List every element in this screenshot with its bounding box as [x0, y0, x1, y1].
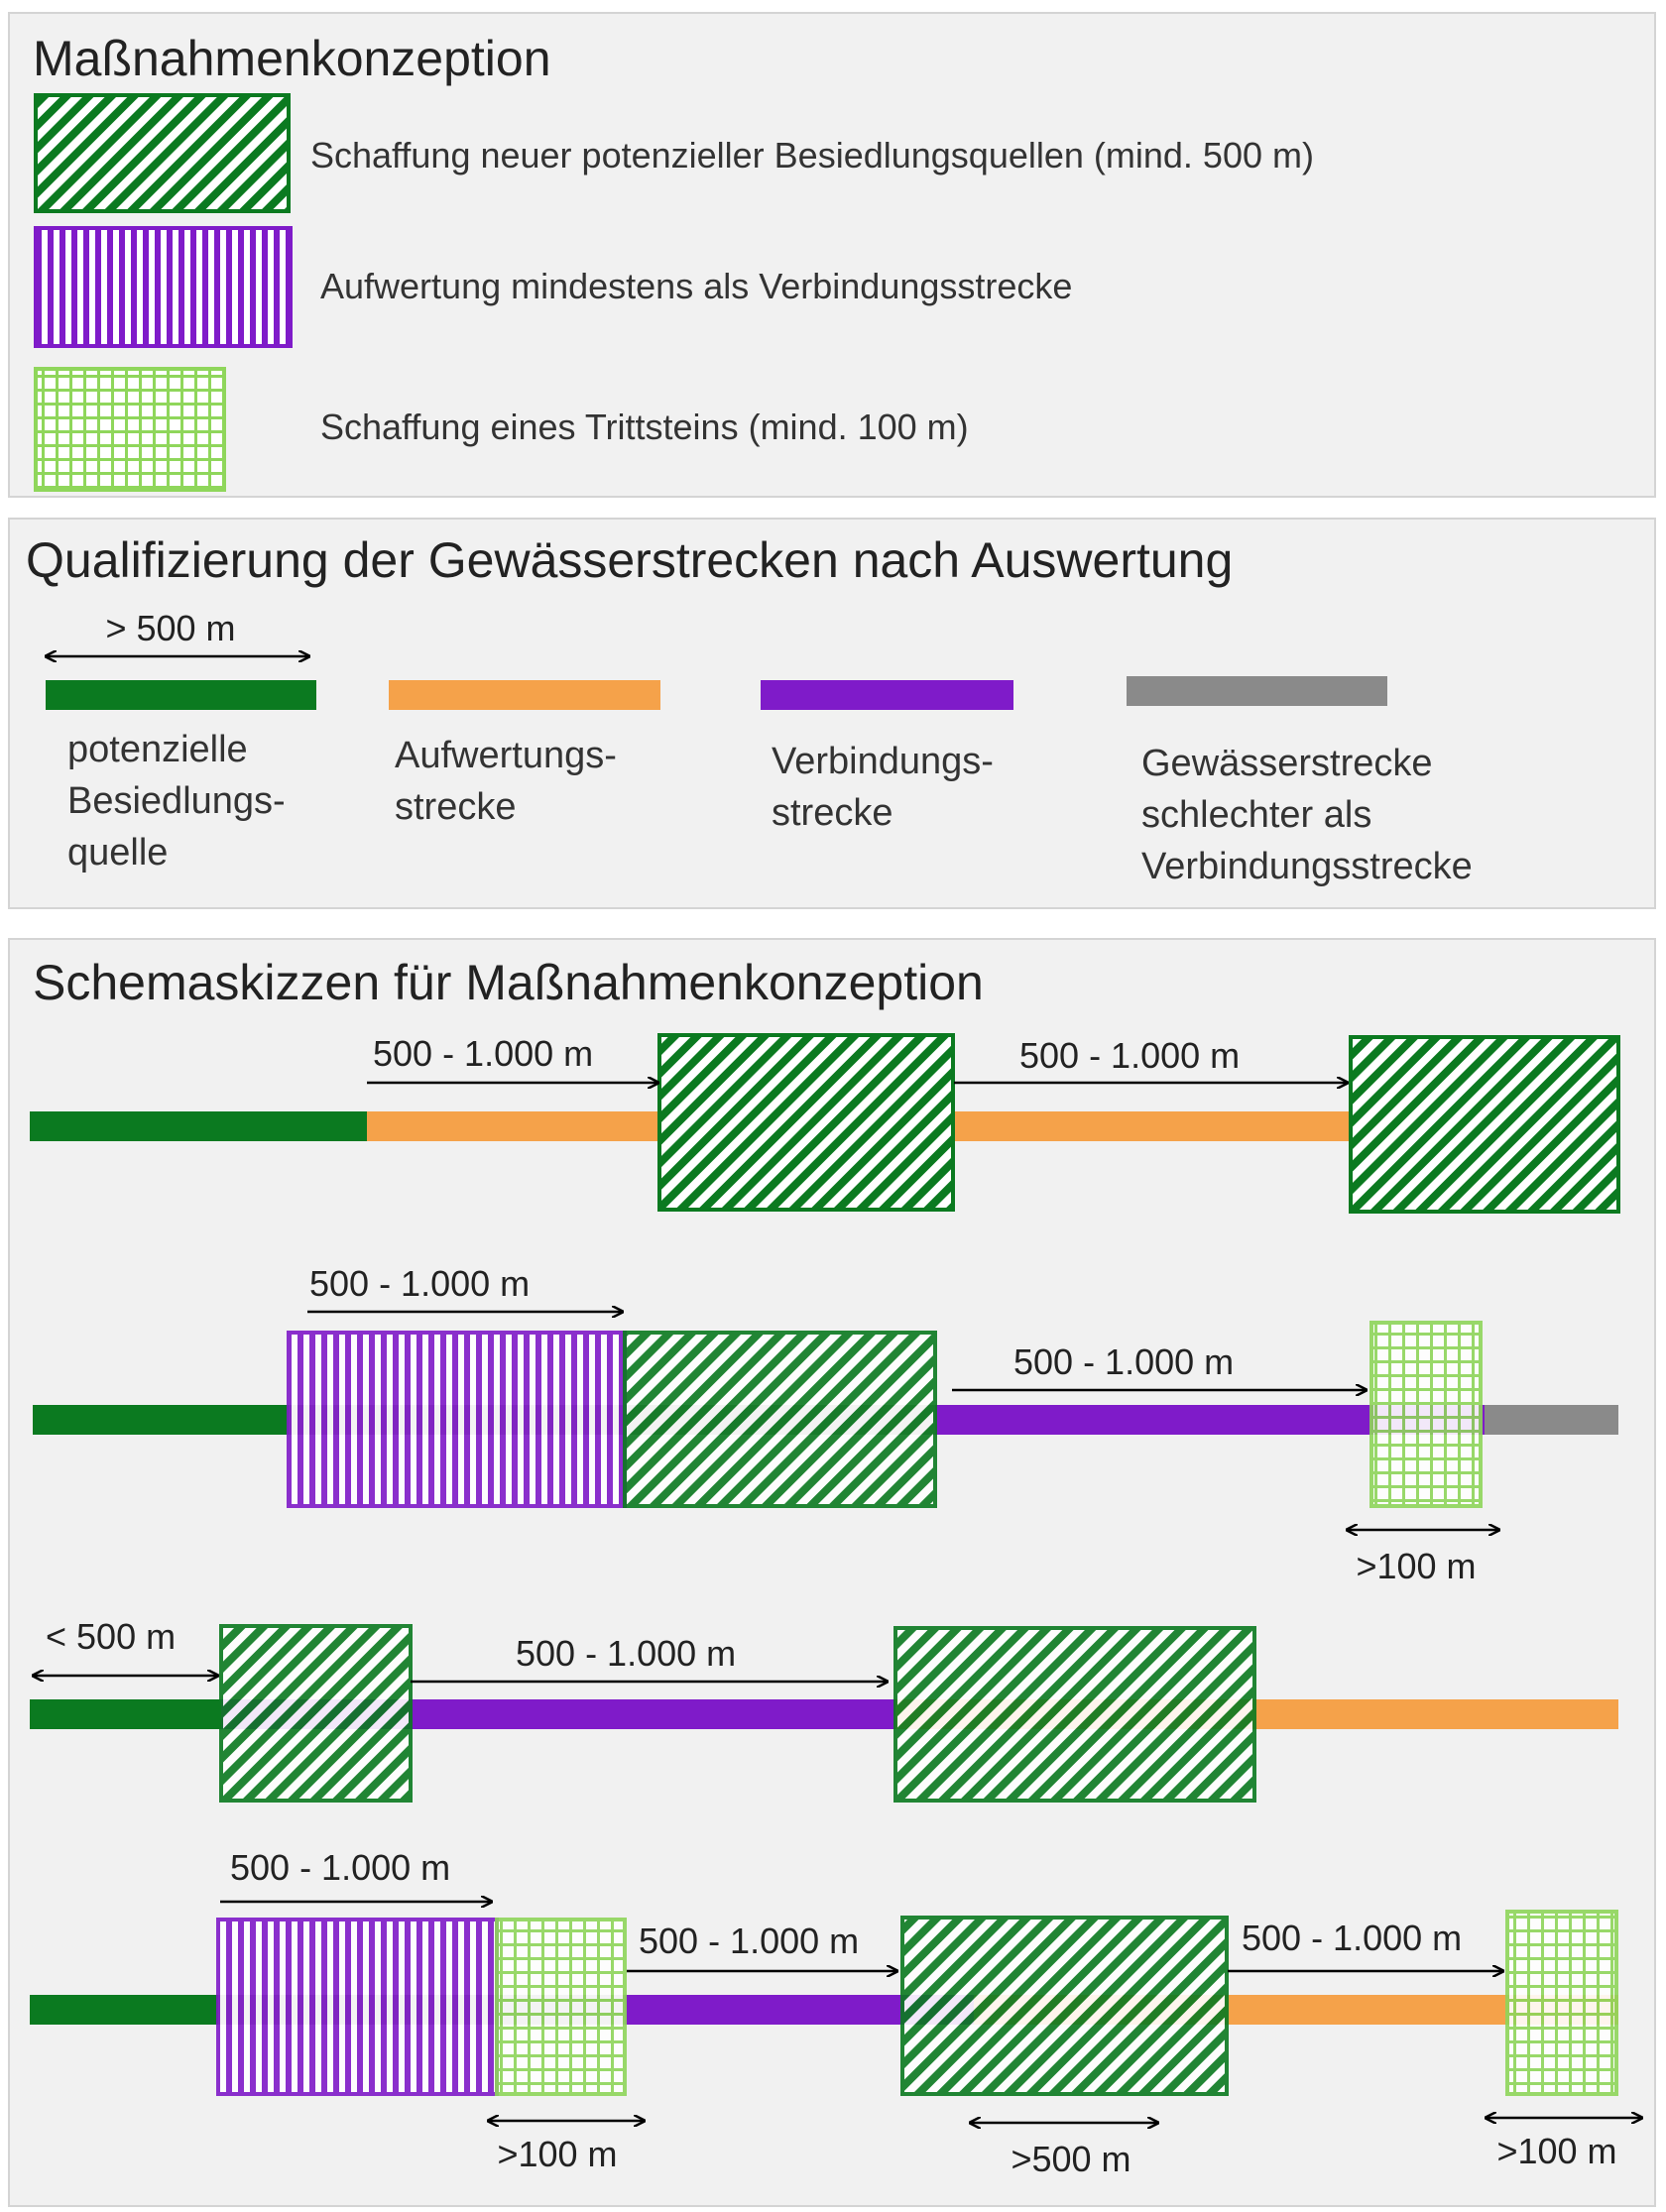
r4-bar-quelle	[30, 1995, 218, 2025]
r4-box-quelle	[902, 1918, 1227, 2094]
schema-row-2	[33, 1263, 1618, 1586]
r1-label-a: 500 - 1.000 m	[373, 1033, 594, 1074]
legend-box-besiedlungsquellen	[36, 95, 289, 211]
legend-label-besiedlungsquellen: Schaffung neuer potenzieller Besiedlungsquellen (mind. 500 m)	[310, 135, 1314, 175]
r4-label-b: 500 - 1.000 m	[639, 1921, 860, 1961]
r2-label-b: 500 - 1.000 m	[1013, 1341, 1235, 1382]
qual-label-aufwertung: Aufwertungs- strecke	[395, 735, 617, 828]
r4-box-trittstein-1	[497, 1920, 625, 2094]
qual-bar-quelle	[46, 680, 316, 710]
qualifizierung-title: Qualifizierung der Gewässerstrecken nach Auswertung	[26, 532, 1234, 588]
r1-box-quelle-1	[659, 1035, 953, 1210]
r3-box-quelle-1	[221, 1626, 411, 1801]
qual-label-quelle: potenzielle Besiedlungs- quelle	[67, 729, 286, 873]
r2-box-aufwertung	[289, 1333, 625, 1506]
schema-title: Schemaskizzen für Maßnahmenkonzeption	[33, 955, 984, 1010]
r4-label-a: 500 - 1.000 m	[230, 1847, 451, 1888]
massnahmen-title: Maßnahmenkonzeption	[33, 31, 551, 86]
legend-label-trittstein: Schaffung eines Trittsteins (mind. 100 m)	[320, 407, 969, 447]
r2-bar-quelle	[33, 1405, 289, 1435]
schema-row-4	[30, 1847, 1642, 2179]
r2-label-c: >100 m	[1356, 1546, 1477, 1586]
r1-box-quelle-2	[1351, 1037, 1618, 1212]
r1-label-b: 500 - 1.000 m	[1019, 1035, 1241, 1076]
length-label-500: > 500 m	[105, 608, 236, 648]
qual-bar-schlechter	[1127, 676, 1387, 706]
r3-bar-quelle	[30, 1699, 221, 1729]
qual-bar-aufwertung	[389, 680, 660, 710]
r3-label-a: < 500 m	[46, 1616, 177, 1657]
schema-row-3	[30, 1616, 1618, 1801]
r3-label-b: 500 - 1.000 m	[516, 1633, 737, 1674]
r4-label-c: 500 - 1.000 m	[1242, 1918, 1463, 1958]
legend-label-aufwertung: Aufwertung mindestens als Verbindungsstrecke	[320, 266, 1073, 306]
legend-box-trittstein	[36, 369, 224, 490]
r2-box-quelle	[625, 1333, 935, 1506]
r1-bar-quelle	[30, 1111, 367, 1141]
r2-box-trittstein	[1371, 1323, 1481, 1506]
schema-row-1	[30, 1033, 1618, 1212]
r4-box-trittstein-2	[1507, 1912, 1616, 2094]
r4-box-aufwertung	[218, 1920, 497, 2094]
qual-label-verbindung: Verbindungs- strecke	[772, 741, 994, 834]
qual-label-schlechter: Gewässerstrecke schlechter als Verbindungsstrecke	[1141, 743, 1473, 887]
r4-label-e: >500 m	[1011, 2139, 1131, 2179]
r3-box-quelle-2	[895, 1628, 1254, 1801]
qual-bar-verbindung	[761, 680, 1013, 710]
r4-label-f: >100 m	[1496, 2131, 1617, 2171]
r2-label-a: 500 - 1.000 m	[309, 1263, 531, 1304]
legend-box-aufwertung	[36, 228, 291, 346]
r4-label-d: >100 m	[497, 2134, 618, 2174]
r2-bar-schlechter-2	[1485, 1405, 1618, 1435]
